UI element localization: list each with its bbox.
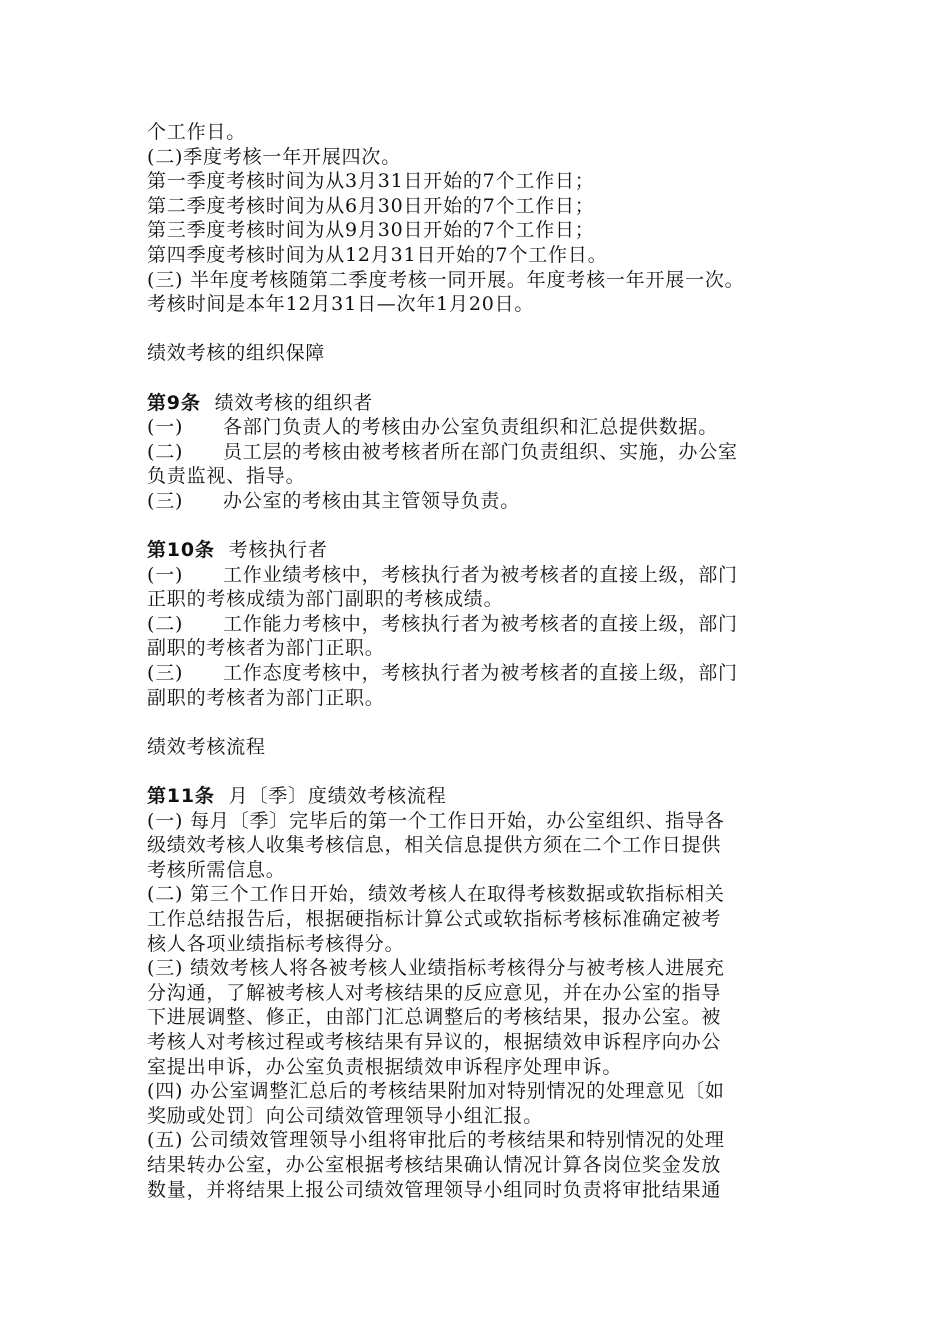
item-text: 工作业绩考核中，考核执行者为被考核者的直接上级，部门 [223,563,738,586]
text-line: 工作总结报告后，根据硬指标计算公式或软指标考核标准确定被考 [147,908,722,930]
text-line: 第一季度考核时间为从3月31日开始的7个工作日； [147,170,595,193]
article-heading [147,391,817,416]
article-heading [147,538,817,563]
section-title: 绩效考核的组织保障 [147,342,326,365]
article-9 [147,391,817,514]
article-11 [147,784,817,1202]
text-line: 考核时间是本年12月31日—次年1月20日。 [147,293,535,316]
item-text: 工作能力考核中，考核执行者为被考核者的直接上级，部门 [223,612,738,635]
text-line: 个工作日。 [147,121,247,143]
item-label: (三) [147,489,184,512]
list-item-continuation: 正职的考核成绩为部门副职的考核成绩。 [147,588,504,611]
list-item-continuation: 副职的考核者为部门正职。 [147,686,385,709]
list-item [147,661,817,686]
spacer [147,759,817,784]
text-line: (二)季度考核一年开展四次。 [147,145,402,168]
list-item-continuation: 副职的考核者为部门正职。 [147,637,385,660]
text-line: 第三季度考核时间为从9月30日开始的7个工作日； [147,219,595,242]
spacer [147,317,817,342]
item-text: 各部门负责人的考核由办公室负责组织和汇总提供数据。 [223,416,719,439]
item-label: (二) [147,612,184,635]
article-title: 绩效考核的组织者 [214,391,374,414]
list-item [147,612,817,637]
spacer [147,366,817,391]
section-title: 绩效考核流程 [147,735,266,758]
intro-block [147,120,817,317]
text-line: 第二季度考核时间为从6月30日开始的7个工作日； [147,194,595,217]
text-line: 考核人对考核过程或考核结果有异议的，根据绩效申诉程序向办公 [147,1030,722,1053]
text-line: 结果转办公室，办公室根据考核结果确认情况计算各岗位奖金发放 [147,1153,722,1176]
text-line: (一) 每月〔季〕完毕后的第一个工作日开始，办公室组织、指导各 [147,809,725,832]
text-line: 下进展调整、修正，由部门汇总调整后的考核结果，报办公室。被 [147,1006,722,1029]
article-number: 第9条 [147,391,201,414]
spacer [147,514,817,539]
item-label: (二) [147,440,184,463]
list-item [147,415,817,440]
text-line: 考核所需信息。 [147,858,286,881]
text-line: 奖励或处罚〕向公司绩效管理领导小组汇报。 [147,1104,544,1127]
article-title: 月〔季〕度绩效考核流程 [228,785,447,808]
text-line: (三) 绩效考核人将各被考核人业绩指标考核得分与被考核人进展充 [147,957,725,980]
article-number: 第11条 [147,785,215,808]
article-10 [147,538,817,710]
list-item-continuation: 负责监视、指导。 [147,465,306,488]
text-line: (三) 半年度考核随第二季度考核一同开展。年度考核一年开展一次。 [147,268,745,291]
list-item [147,440,817,465]
text-line: 分沟通，了解被考核人对考核结果的反应意见，并在办公室的指导 [147,981,722,1004]
item-text: 工作态度考核中，考核执行者为被考核者的直接上级，部门 [223,662,738,685]
list-item [147,563,817,588]
item-label: (一) [147,563,184,586]
spacer [147,710,817,735]
text-line: 核人各项业绩指标考核得分。 [147,932,405,955]
text-line: (二) 第三个工作日开始，绩效考核人在取得考核数据或软指标相关 [147,883,725,906]
text-line: 数量，并将结果上报公司绩效管理领导小组同时负责将审批结果通 [147,1178,722,1201]
list-item [147,489,817,514]
document-page [147,120,817,1202]
text-line: (四) 办公室调整汇总后的考核结果附加对特别情况的处理意见〔如 [147,1080,725,1103]
text-line: 第四季度考核时间为从12月31日开始的7个工作日。 [147,243,608,266]
item-label: (一) [147,416,184,439]
article-title: 考核执行者 [228,539,328,562]
item-text: 办公室的考核由其主管领导负责。 [223,489,521,512]
item-text: 员工层的考核由被考核者所在部门负责组织、实施，办公室 [223,440,738,463]
text-line: (五) 公司绩效管理领导小组将审批后的考核结果和特别情况的处理 [147,1129,725,1152]
text-line: 级绩效考核人收集考核信息，相关信息提供方须在二个工作日提供 [147,834,722,857]
item-label: (三) [147,662,184,685]
article-heading [147,784,817,809]
text-line: 室提出申诉，办公室负责根据绩效申诉程序处理申诉。 [147,1055,623,1078]
article-number: 第10条 [147,539,215,562]
